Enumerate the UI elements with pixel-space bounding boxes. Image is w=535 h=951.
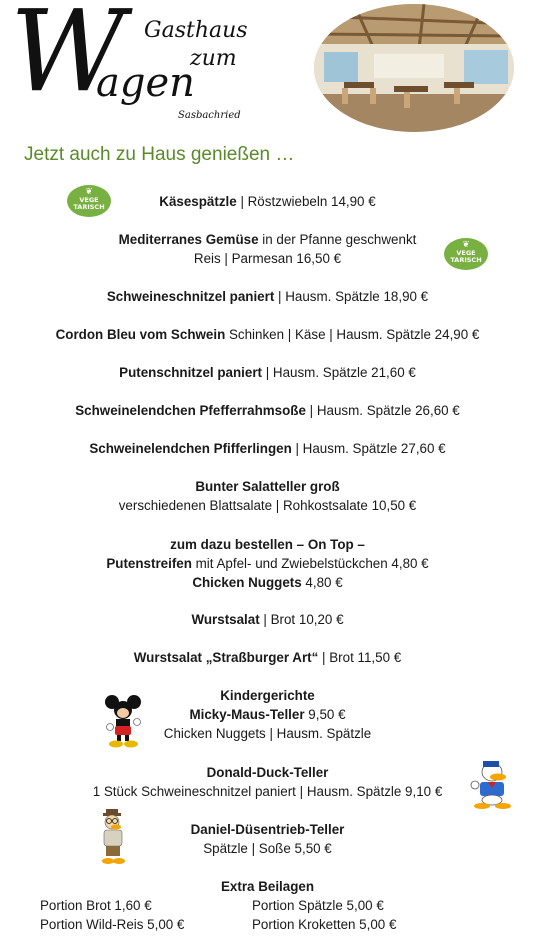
menu-item-strassburger: Wurstsalat „Straßburger Art“ | Brot 11,50 € (133, 650, 402, 665)
extras-right-column (252, 896, 396, 934)
menu-item-kaesespaetzle: Käsespätzle | Röstzwiebeln 14,90 € (159, 194, 376, 209)
extras-left-column (40, 896, 184, 934)
leaf-icon: ❦ (462, 240, 470, 250)
menu-item-donald-duck: Donald-Duck-Teller 1 Stück Schweineschnitzel paniert | Hausm. Spätzle 9,10 € (92, 765, 443, 799)
donald-duck-icon (470, 760, 514, 814)
vegetarian-badge: ❦ VEGE TARISCH (67, 185, 111, 217)
menu-item-daniel-duesentrieb: Daniel-Düsentrieb-Teller Spätzle | Soße 5,50 € (190, 822, 345, 856)
extra-item: Portion Kroketten 5,00 € (252, 917, 397, 932)
restaurant-interior-photo (314, 4, 514, 132)
extra-item: Portion Brot 1,60 € (40, 898, 152, 913)
vegetarian-badge: ❦ VEGE TARISCH (444, 238, 488, 270)
menu-item-cordon-bleu: Cordon Bleu vom Schwein Schinken | Käse | Hausm. Spätzle 24,90 € (55, 327, 480, 342)
leaf-icon: ❦ (85, 187, 93, 197)
extras-heading: Extra Beilagen (220, 879, 315, 894)
restaurant-logo (10, 0, 250, 123)
logo-line-3: agen (96, 60, 195, 106)
menu-item-putenschnitzel: Putenschnitzel paniert | Hausm. Spätzle 21,60 € (119, 365, 416, 380)
menu-item-wurstsalat: Wurstsalat | Brot 10,20 € (191, 612, 344, 627)
menu-section-kindergerichte: Kindergerichte Micky-Maus-Teller 9,50 € Chicken Nuggets | Hausm. Spätzle (163, 688, 372, 741)
menu-item-gemuese: Mediterranes Gemüse in der Pfanne geschwenkt Reis | Parmesan 16,50 € (118, 232, 417, 266)
extra-item: Portion Wild-Reis 5,00 € (40, 917, 185, 932)
menu-item-salatteller: Bunter Salatteller groß verschiedenen Blattsalate | Rohkostsalate 10,50 € (118, 479, 417, 513)
extra-item: Portion Spätzle 5,00 € (252, 898, 384, 913)
menu-item-schweineschnitzel: Schweineschnitzel paniert | Hausm. Spätzle 18,90 € (106, 289, 429, 304)
menu-item-pfefferrahm: Schweinelendchen Pfefferrahmsoße | Hausm. Spätzle 26,60 € (75, 403, 460, 418)
headline: Jetzt auch zu Haus genießen … (24, 144, 295, 165)
menu-item-on-top: zum dazu bestellen – On Top – Putenstreifen mit Apfel- und Zwiebelstückchen 4,80 € Chicken Nuggets 4,80 € (106, 537, 429, 590)
menu-item-pfifferlinge: Schweinelendchen Pfifferlingen | Hausm. Spätzle 27,60 € (89, 441, 446, 456)
logo-big-letter: W (10, 0, 126, 117)
logo-location: Sasbachried (178, 110, 241, 121)
logo-line-1: Gasthaus (144, 18, 248, 43)
daniel-duesentrieb-icon (96, 808, 130, 870)
mickey-mouse-icon (104, 694, 144, 752)
logo-line-2: zum (190, 46, 237, 71)
